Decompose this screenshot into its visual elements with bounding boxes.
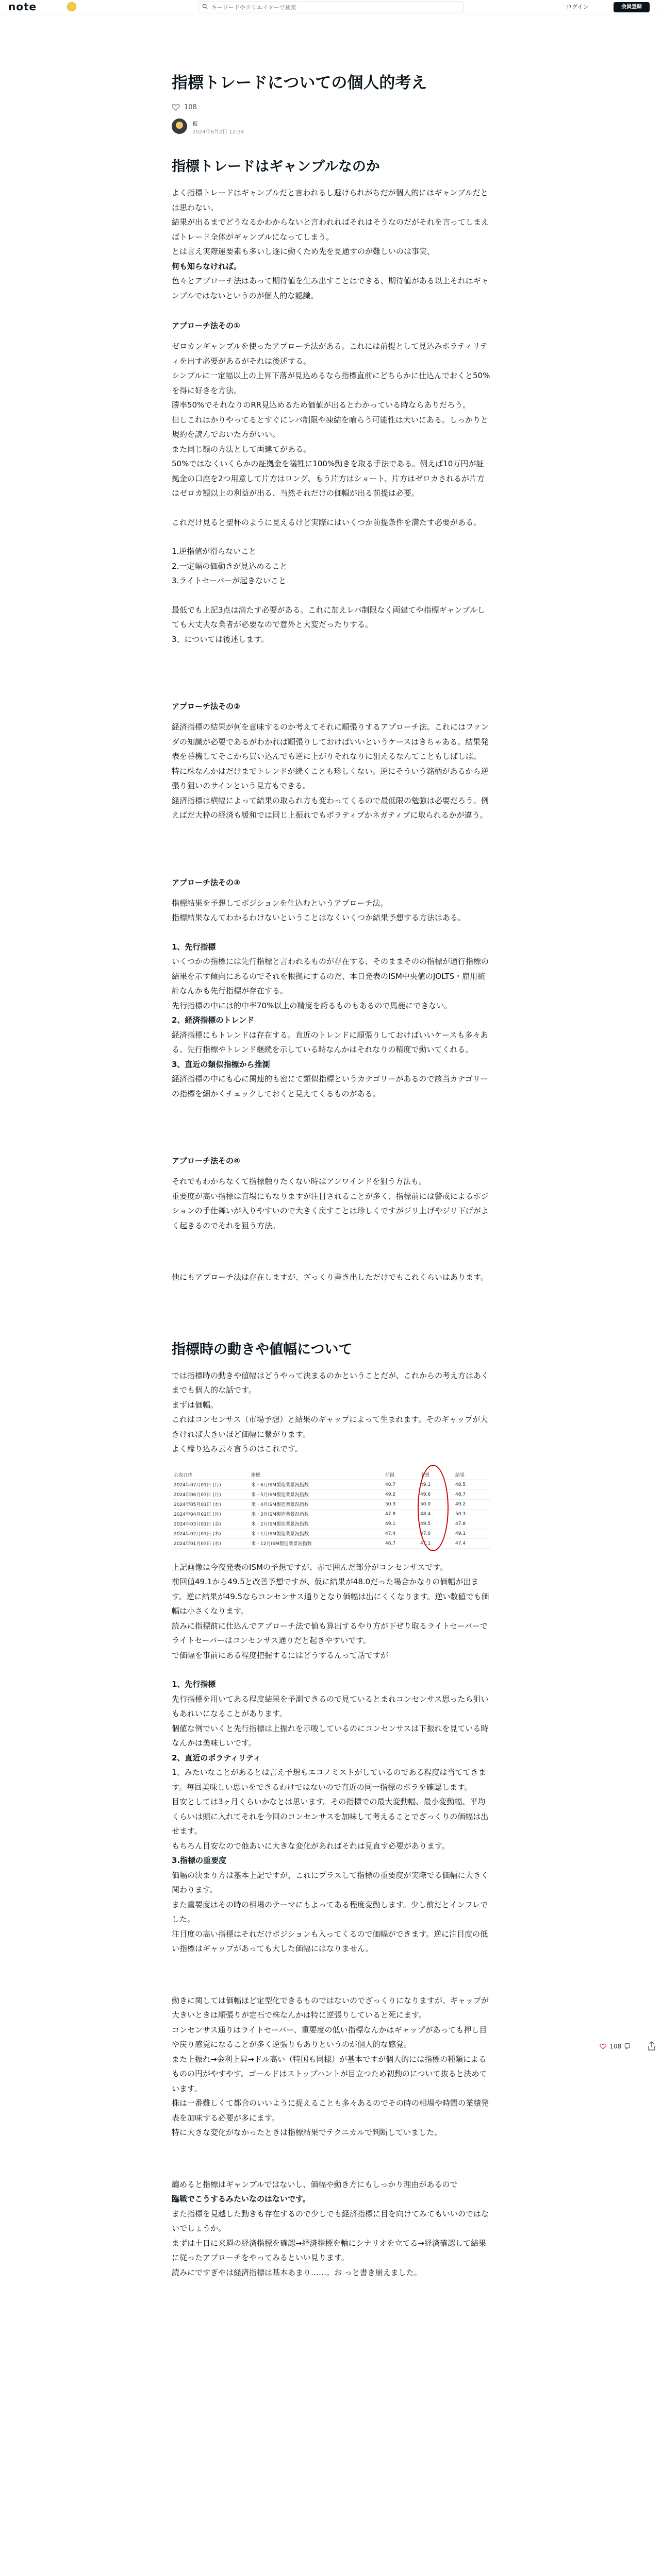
table-cell: 米・4月ISM製造業景況指数	[249, 1499, 352, 1509]
column-header: 指標	[249, 1470, 352, 1480]
paragraph: 読みにですぎやは経済指標は基本あまり……。お っと書き崩えました。	[172, 2267, 422, 2277]
subheading: アプローチ法その①	[172, 321, 240, 330]
table-cell: 2024年07月01日 (月)	[172, 1480, 249, 1489]
list-item: 3.ライトセーバーが起きないこと	[172, 576, 287, 585]
like-area[interactable]	[172, 102, 490, 112]
section-heading: 指標トレードはギャンブルなのか	[172, 159, 380, 175]
paragraph: 重要度が高い指標は直場にもなりますが注目されることが多く、指標前には警戒によるポジションの手仕舞いが入りやすいので大きく戻すことは珍しくですがジリ上げやジリ下げがよく起きるのでそれを狙う方法。	[172, 1191, 489, 1230]
paragraph: 先行指標を用いてある程度結果を予測できるので見ているとまれコンセンサス思ったら狙いもあれいになることがあります。	[172, 1694, 489, 1718]
paragraph: 前回値49.1から49.5と改善予想ですが、仮に結果が48.0だった場合かなりの価幅が出ます。逆に結果が49.5ならコンセンサス通りとなり価幅は出にくくなります。逆い数値でも価幅は小さくなります。	[172, 1577, 489, 1616]
highlight-oval	[418, 1465, 449, 1551]
paragraph: 色々とアプローチ法はあって期待値を生み出すことはできる、期待値がある以上それはギャンブルではないというのが個人的な認識。	[172, 276, 489, 300]
paragraph: 特に大きな変化がなかったときは指標結果でテクニカルで判断していました。	[172, 2128, 442, 2137]
paragraph: とは言え実際運要素も多いし逐に動くため先を見通すのが難しいのは事実、	[172, 247, 435, 256]
table-cell: 46.7	[383, 1538, 418, 1548]
paragraph: 経済指標にもトレンドは存在する。直近のトレンドに順張りしておけばいいケースも多々ある。先行指標やトレンド継続を示している時なんかはそれなりの精度で動いてくれる。	[172, 1030, 488, 1054]
paragraph: それでもわからなくて指標触りたくない時はアンワインドを狙う方法も。	[172, 1177, 426, 1186]
paragraph: 特に株なんかはだけまでトレンドが続くことも珍しくない。逆にそういう銘柄があるから逆張り狙いのサインという見方もできる。	[172, 766, 489, 790]
article	[172, 72, 490, 2280]
column-header: 予想	[418, 1470, 453, 1480]
paragraph: これだけ見ると聖杯のように見えるけど実際にはいくつか前提条件を満たす必要がある。	[172, 517, 482, 527]
table-cell: 49.1	[418, 1480, 453, 1489]
table-cell: 米・3月ISM製造業景況指数	[249, 1509, 352, 1519]
table-cell: 49.1	[453, 1529, 490, 1538]
paragraph: 動きに関しては価幅ほど定型化できるものではないのでざっくりになりますが、ギャップが大きいときは順張りが定石で株なんかは特に逆張りしていると死にます。	[172, 1995, 489, 2020]
paragraph: よく指標トレードはギャンブルだと言われるし避けられがちだが個人的にはギャンブルだとは思わない。	[172, 188, 488, 212]
paragraph: 経済指標は横幅によって結果の取られ方も変わってくるので最低限の勉強は必要だろう。例えばだ大枠の経済も緩和では同じ上振れでもポラティブかネガティブに取られるかが違う。	[172, 795, 489, 820]
paragraph: また指標を見越した動きも存在するので少しでも経済指標に目を向けてみてもいいのではないでしょうか。	[172, 2209, 489, 2233]
share-icon[interactable]	[648, 2041, 656, 2051]
table-cell: 2024年06月03日 (月)	[172, 1489, 249, 1499]
table-cell: 47.0	[418, 1529, 453, 1538]
search-input[interactable]	[211, 3, 454, 11]
subheading: アプローチ法その③	[172, 877, 240, 887]
table-cell: 2024年01月03日 (水)	[172, 1538, 249, 1548]
comment-icon[interactable]	[624, 2042, 631, 2050]
table-cell: 2024年03月01日 (金)	[172, 1519, 249, 1529]
search-icon	[202, 4, 208, 9]
section-heading: 指標時の動きや値幅について	[172, 1341, 353, 1358]
paragraph: 経済指標の結果が何を意味するのか考えてそれに順張りするアプローチ法。これにはファンダの知識が必要であるがわかれば順張りしておけばいいというケースはきちゃある。結果発表を番機してそこから買い込んでも逆に上がりそれなりに狙えるなんてこともしばしば。	[172, 722, 489, 761]
badge-icon	[67, 2, 76, 11]
paragraph: いくつかの指標には先行指標と言われるものが存在する、そのままそのの指標が通行指標の結果を示す傾向にあるのでそれを根拠にするのだ、本日発表のISM中央値のJOLTS・雇用統計なんかも先行指標が存在する。	[172, 957, 489, 995]
paragraph: 最低でも上記3点は満たす必要がある。これに加えレバ制限なく両建てや指標ギャンブルしても大丈夫な業者が必要なので意外と大変だったりする。	[172, 605, 485, 629]
paragraph: 注目度の高い指標はそれだけポジションも入ってくるので価幅ができます。逆に注目度の低い指標はギャップがあっても大した価幅にはなりません。	[172, 1929, 488, 1953]
paragraph: ゼロカンギャンブルを使ったアプローチ法がある。これには前提として見込みポラティリティを出す必要があるがそれは後述する。	[172, 342, 488, 366]
subheading: アプローチ法その④	[172, 1156, 240, 1165]
paragraph: まずは価幅。	[172, 1400, 219, 1410]
paragraph: また重要度はその時の相場のテーマにもよってある程度変動します。少し前だとインフレでした。	[172, 1900, 488, 1924]
note-logo[interactable]: note	[8, 1, 37, 13]
table-cell: 米・6月ISM製造業景況指数	[249, 1480, 352, 1489]
heart-icon	[600, 2043, 606, 2050]
column-header: 公表日時	[172, 1470, 249, 1480]
paragraph: 1、みたいなことがあるとは言え予想もエコノミストがしているのである程度は当ててきます。毎回美味しい思いをできるわけではないので直近の同一指標のボラを確認します。	[172, 1768, 486, 1792]
column-header: 前回	[383, 1470, 418, 1480]
paragraph: 纏めると指標はギャンブルではないし、価幅や動き方にもしっかり理由があるので	[172, 2179, 458, 2189]
table-cell: 48.7	[453, 1489, 490, 1499]
table-cell	[352, 1499, 383, 1509]
top-header	[0, 0, 662, 14]
list-heading: 3.指標の重要度	[172, 1856, 227, 1865]
table-cell: 47.8	[453, 1519, 490, 1529]
paragraph: これはコンセンサス（市場予想）と結果のギャップによって生まれます。そのギャップが大きければ大きいほど価幅に繋がります。	[172, 1415, 488, 1439]
login-button[interactable]: ログイン	[566, 4, 589, 10]
signup-button[interactable]: 会員登録	[614, 2, 650, 12]
paragraph: 個値な例でいくと先行指標は上振れを示唆しているのにコンセンサスは下振れを見ている時なんかは美味しいです。	[172, 1723, 489, 1748]
paragraph: まずは土日に来週の経済指標を確認→経済指標を軸にシナリオを立てる→経済確認して結果に従ったアプローチをやってみるといい見ります。	[172, 2238, 486, 2262]
table-cell: 49.5	[418, 1519, 453, 1529]
paragraph: 読みに指標前に仕込んでアプローチ法で値も算出するやり方が下ぜり取るライトセーバーでライトセーバーはコンセンサス通りだと起きやすいです。	[172, 1621, 488, 1645]
paragraph: よく縁り込み云々言うのはこれです。	[172, 1444, 303, 1453]
paragraph: 指標結果を予想してポジションを仕込むというアプローチ法。	[172, 898, 388, 908]
table-cell: 49.1	[383, 1519, 418, 1529]
table-cell: 47.4	[383, 1529, 418, 1538]
table-cell: 47.4	[453, 1538, 490, 1548]
list-heading: 2、直近のボラティリティ	[172, 1753, 261, 1762]
column-header: 結果	[453, 1470, 490, 1480]
like-count: 108	[184, 103, 197, 111]
paragraph: 価幅の決まり方は基本上記ですが、これにプラスして指標の重要度が実際でる価幅に大きく関わります。	[172, 1870, 489, 1894]
side-like-button[interactable]	[600, 2041, 631, 2052]
paragraph: では指標時の動きや値幅はどうやって決まるのかということだが、これからの考え方はあくまでも個人的な話です。	[172, 1370, 489, 1395]
table-cell	[352, 1489, 383, 1499]
search-box[interactable]	[198, 2, 464, 12]
author-info	[172, 118, 490, 139]
list-item: 2.一定幅の価動きが見込めること	[172, 561, 288, 571]
list-heading: 1、先行指標	[172, 1680, 216, 1689]
table-cell: 48.4	[418, 1509, 453, 1519]
paragraph: 他にもアプローチ法は存在しますが、ざっくり書き出しただけでもこれくらいはあります。	[172, 1273, 488, 1282]
table-cell	[352, 1480, 383, 1489]
paragraph: 株は一番難しくて都合のいいように捉えることも多々あるのでその時の相場や時間の業績発表を加味する必要が多にます。	[172, 2098, 489, 2123]
paragraph: 結果が出るまでどうなるかわからないと言われればそれはそうなのだがそれを言ってしまえばトレード全体がギャンブルになってしまう。	[172, 217, 489, 242]
table-cell: 50.3	[453, 1509, 490, 1519]
paragraph: 上記画像は今夜発表のISMの予想ですが、赤で囲んだ部分がコンセンサスです。	[172, 1562, 448, 1572]
table-cell	[352, 1509, 383, 1519]
table-cell: 49.2	[453, 1499, 490, 1509]
paragraph: 3、については後述します。	[172, 634, 269, 644]
list-heading: 3、直近の類似指標から推測	[172, 1059, 270, 1069]
paragraph: 指標結果なんてわかるわけないということはなくいくつか結果予想する方法はある。	[172, 913, 466, 922]
heart-icon[interactable]	[172, 104, 180, 111]
table-cell: 50.3	[383, 1499, 418, 1509]
avatar[interactable]	[172, 118, 187, 134]
side-like-count: 108	[609, 2043, 622, 2050]
table-cell: 米・12月ISM製造業景況指数	[249, 1538, 352, 1548]
table-cell: 47.8	[383, 1509, 418, 1519]
paragraph: 勝率50%でそれなりのRR見込めるため価値が出るとわかっている時ならありだろう。	[172, 400, 471, 410]
table-cell: 50.0	[418, 1499, 453, 1509]
article-title: 指標トレードについての個人的考え	[172, 74, 427, 92]
paragraph: また上振れ→金利上昇→ドル高い（特国も同様）が基本ですが個人的には指標の種類によるものの円がやすやす。ゴールドはストップハントが目立つため初動のについて抜ると決めています。	[172, 2054, 487, 2093]
paragraph: 経済指標の中にも心に関連的も密にて類似指標というカテゴリーがあるので該当カテゴリーの指標を細かくチェックしておくと見えてくるものがある。	[172, 1074, 488, 1098]
table-cell: 49.2	[383, 1489, 418, 1499]
list-heading: 2、経済指標のトレンド	[172, 1015, 255, 1025]
paragraph: コンセンサス通りはライトセーバー、重要度の低い指標なんかはギャップがあっても押し目や戻り感覚になることが多く逆張りもありというのが個人的な感覚。	[172, 2025, 487, 2049]
author-name[interactable]: 仮	[192, 121, 198, 127]
paragraph: 目安としては3ヶ月くらいかなとは思います。その指標での最大変動幅、最小変動幅、平均くらいは頭に入れてそれを今回のコンセンサスを加味して考えることでざっくりの価幅は出せます。	[172, 1797, 489, 1836]
paragraph: もちろん目安なので他あいに大きな変化があればそれは見直す必要があります。	[172, 1841, 450, 1851]
paragraph-bold: 何も知らなければ。	[172, 261, 242, 271]
list-item: 1.逆指値が滑らないこと	[172, 547, 257, 556]
indicator-table-image	[172, 1470, 490, 1549]
paragraph: 先行指標の中には的中率70%以上の精度を誇るものもあるので馬鹿にできない。	[172, 1001, 452, 1010]
table-cell: 2024年05月01日 (水)	[172, 1499, 249, 1509]
table-cell: 米・5月ISM製造業景況指数	[249, 1489, 352, 1499]
paragraph: で価幅を事前にある程度把握するにはどうするんって話ですが	[172, 1650, 389, 1660]
table-cell: 48.7	[383, 1480, 418, 1489]
paragraph: また同じ額の方法として両建てがある。	[172, 444, 311, 454]
table-cell: 49.6	[418, 1489, 453, 1499]
subheading: アプローチ法その②	[172, 702, 240, 711]
table-cell: 47.1	[418, 1538, 453, 1548]
paragraph: 但しこれはかりやってるとすぐにレバ制限や凍結を喰らう可能性は大いにある。しっかりと規約を読んでおいた方がいい。	[172, 415, 488, 439]
column-header	[352, 1470, 383, 1480]
list-heading: 1、先行指標	[172, 942, 216, 952]
table-cell: 48.5	[453, 1480, 490, 1489]
table-cell: 米・2月ISM製造業景況指数	[249, 1519, 352, 1529]
table-cell	[352, 1538, 383, 1548]
paragraph: シンプルに一定幅以上の上昇下落が見込めるなら指標直前にどちらかに仕込んでおくと50%を得に好きを方法。	[172, 371, 490, 395]
table-cell	[352, 1519, 383, 1529]
publish-date: 2024年8月2日 12:34	[192, 129, 244, 135]
table-cell: 米・1月ISM製造業景況指数	[249, 1529, 352, 1538]
paragraph-bold: 臨戦でこうするみたいなのはないです。	[172, 2194, 310, 2204]
paragraph: 50%ではなくいくらかの証拠金を犠牲に100%動きを取る手法である。例えば10万円が証拠金の口座を2つ用意して片方はロング、もう片方はショート、片方はゼロカされるが片方はゼロカ額以上の利益が出る、当然それだけの価幅が出る前提は必要。	[172, 459, 485, 498]
table-cell	[352, 1529, 383, 1538]
table-cell: 2024年04月01日 (月)	[172, 1509, 249, 1519]
table-cell: 2024年02月01日 (木)	[172, 1529, 249, 1538]
